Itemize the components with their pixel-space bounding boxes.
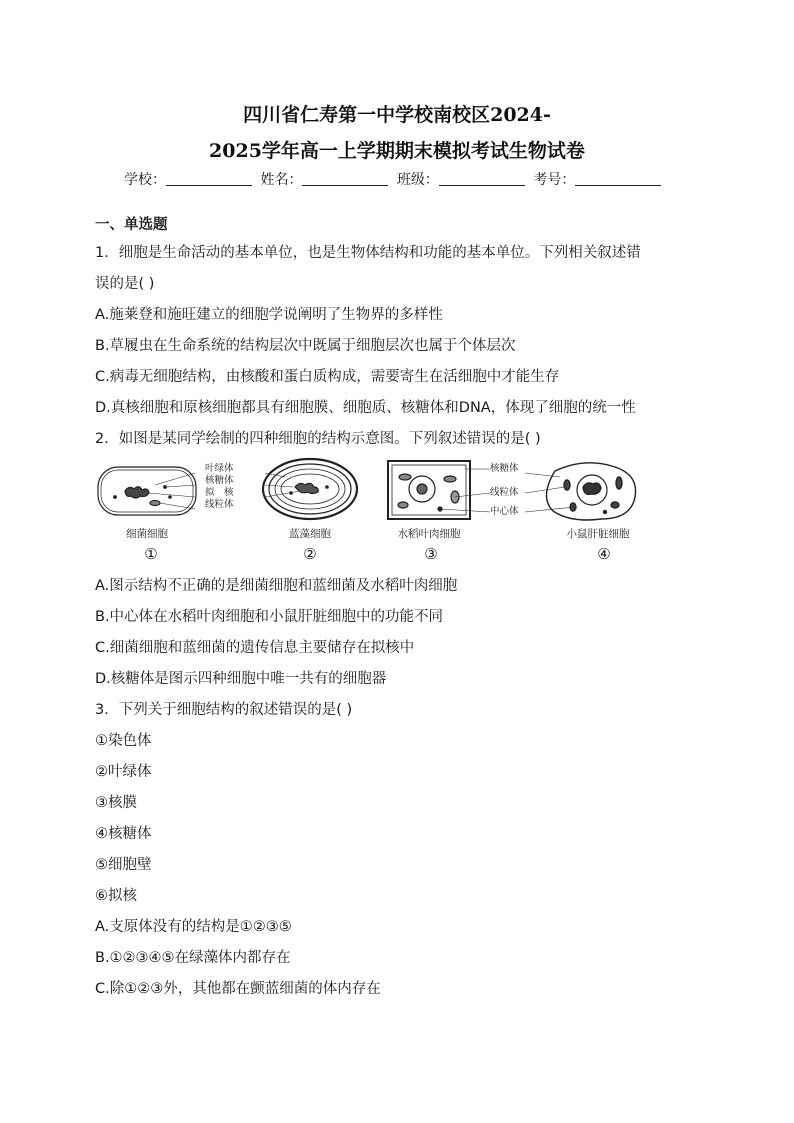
figure-number-3: ③ xyxy=(424,545,438,563)
caption-mouse-liver: 小鼠肝脏细胞 xyxy=(566,528,630,540)
q2-option-a[interactable]: A.图示结构不正确的是细菌细胞和蓝细菌及水稻叶肉细胞 xyxy=(95,578,458,594)
q3-item-4: ④核糖体 xyxy=(95,826,152,842)
label-mitochondria-right: 线粒体 xyxy=(490,487,519,498)
bacteria-cell-drawing xyxy=(98,467,196,515)
exam-title-line-1: 四川省仁寿第一中学校南校区2024- xyxy=(243,104,551,126)
q3-option-a[interactable]: A.支原体没有的结构是①②③⑤ xyxy=(95,919,292,935)
school-label: 学校： xyxy=(124,172,166,188)
figure-number-4: ④ xyxy=(597,545,611,563)
caption-bacteria: 细菌细胞 xyxy=(126,528,168,540)
q1-option-b[interactable]: B.草履虫在生命系统的结构层次中既属于细胞层次也属于个体层次 xyxy=(95,338,516,354)
q1-option-a[interactable]: A.施莱登和施旺建立的细胞学说阐明了生物界的多样性 xyxy=(95,307,443,323)
q3-item-3: ③核膜 xyxy=(95,795,137,811)
q3-item-5: ⑤细胞壁 xyxy=(95,857,152,873)
label-mitochondria-left: 线粒体 xyxy=(205,499,234,510)
caption-rice-leaf: 水稻叶肉细胞 xyxy=(397,528,461,540)
exam-no-label: 考号： xyxy=(533,172,576,188)
figure-number-2: ② xyxy=(303,545,317,563)
q1-option-d[interactable]: D.真核细胞和原核细胞都具有细胞膜、细胞质、核糖体和DNA，体现了细胞的统一性 xyxy=(95,400,636,416)
section-heading: 一、单选题 xyxy=(95,217,168,233)
cell-diagram-figure xyxy=(95,457,705,565)
label-centrosome-right: 中心体 xyxy=(490,506,519,517)
q2-option-c[interactable]: C.细菌细胞和蓝细菌的遗传信息主要储存在拟核中 xyxy=(95,640,415,656)
label-chloroplast-left: 叶绿体 xyxy=(205,463,234,474)
q1-option-c[interactable]: C.病毒无细胞结构，由核酸和蛋白质构成，需要寄生在活细胞中才能生存 xyxy=(95,369,560,385)
label-nucleoid-left: 拟 核 xyxy=(205,487,234,498)
exam-title-line-2: 2025学年高一上学期期末模拟考试生物试卷 xyxy=(209,140,585,162)
mouse-liver-cell-drawing xyxy=(525,463,636,520)
q2-option-b[interactable]: B.中心体在水稻叶肉细胞和小鼠肝脏细胞中的功能不同 xyxy=(95,609,444,625)
class-blank[interactable] xyxy=(439,171,525,186)
label-ribosome-left: 核糖体 xyxy=(205,475,234,486)
name-blank[interactable] xyxy=(302,171,388,186)
student-info-row xyxy=(124,170,684,190)
exam-content xyxy=(95,212,705,1005)
caption-cyanobacteria: 蓝藻细胞 xyxy=(289,528,331,540)
q3-item-2: ②叶绿体 xyxy=(95,764,152,780)
q2-stem: 2．如图是某同学绘制的四种细胞的结构示意图。下列叙述错误的是( ) xyxy=(95,431,541,447)
exam-no-blank[interactable] xyxy=(575,171,661,186)
school-blank[interactable] xyxy=(166,171,252,186)
q3-item-1: ①染色体 xyxy=(95,733,152,749)
q1-stem-a: 1．细胞是生命活动的基本单位，也是生物体结构和功能的基本单位。下列相关叙述错 xyxy=(95,245,641,261)
figure-number-1: ① xyxy=(144,545,158,563)
q1-stem-b: 误的是( ) xyxy=(95,276,155,292)
q2-option-d[interactable]: D.核糖体是图示四种细胞中唯一共有的细胞器 xyxy=(95,671,387,687)
label-ribosome-right: 核糖体 xyxy=(490,463,519,474)
q3-item-6: ⑥拟核 xyxy=(95,888,137,904)
q3-option-b[interactable]: B.①②③④⑤在绿藻体内都存在 xyxy=(95,950,291,966)
q3-stem: 3．下列关于细胞结构的叙述错误的是( ) xyxy=(95,702,353,718)
q3-option-c[interactable]: C.除①②③外，其他都在颤蓝细菌的体内存在 xyxy=(95,981,381,997)
rice-leaf-cell-drawing xyxy=(388,461,490,519)
cyanobacteria-cell-drawing xyxy=(263,459,357,519)
name-label: 姓名： xyxy=(260,172,303,188)
class-label: 班级： xyxy=(396,172,439,188)
